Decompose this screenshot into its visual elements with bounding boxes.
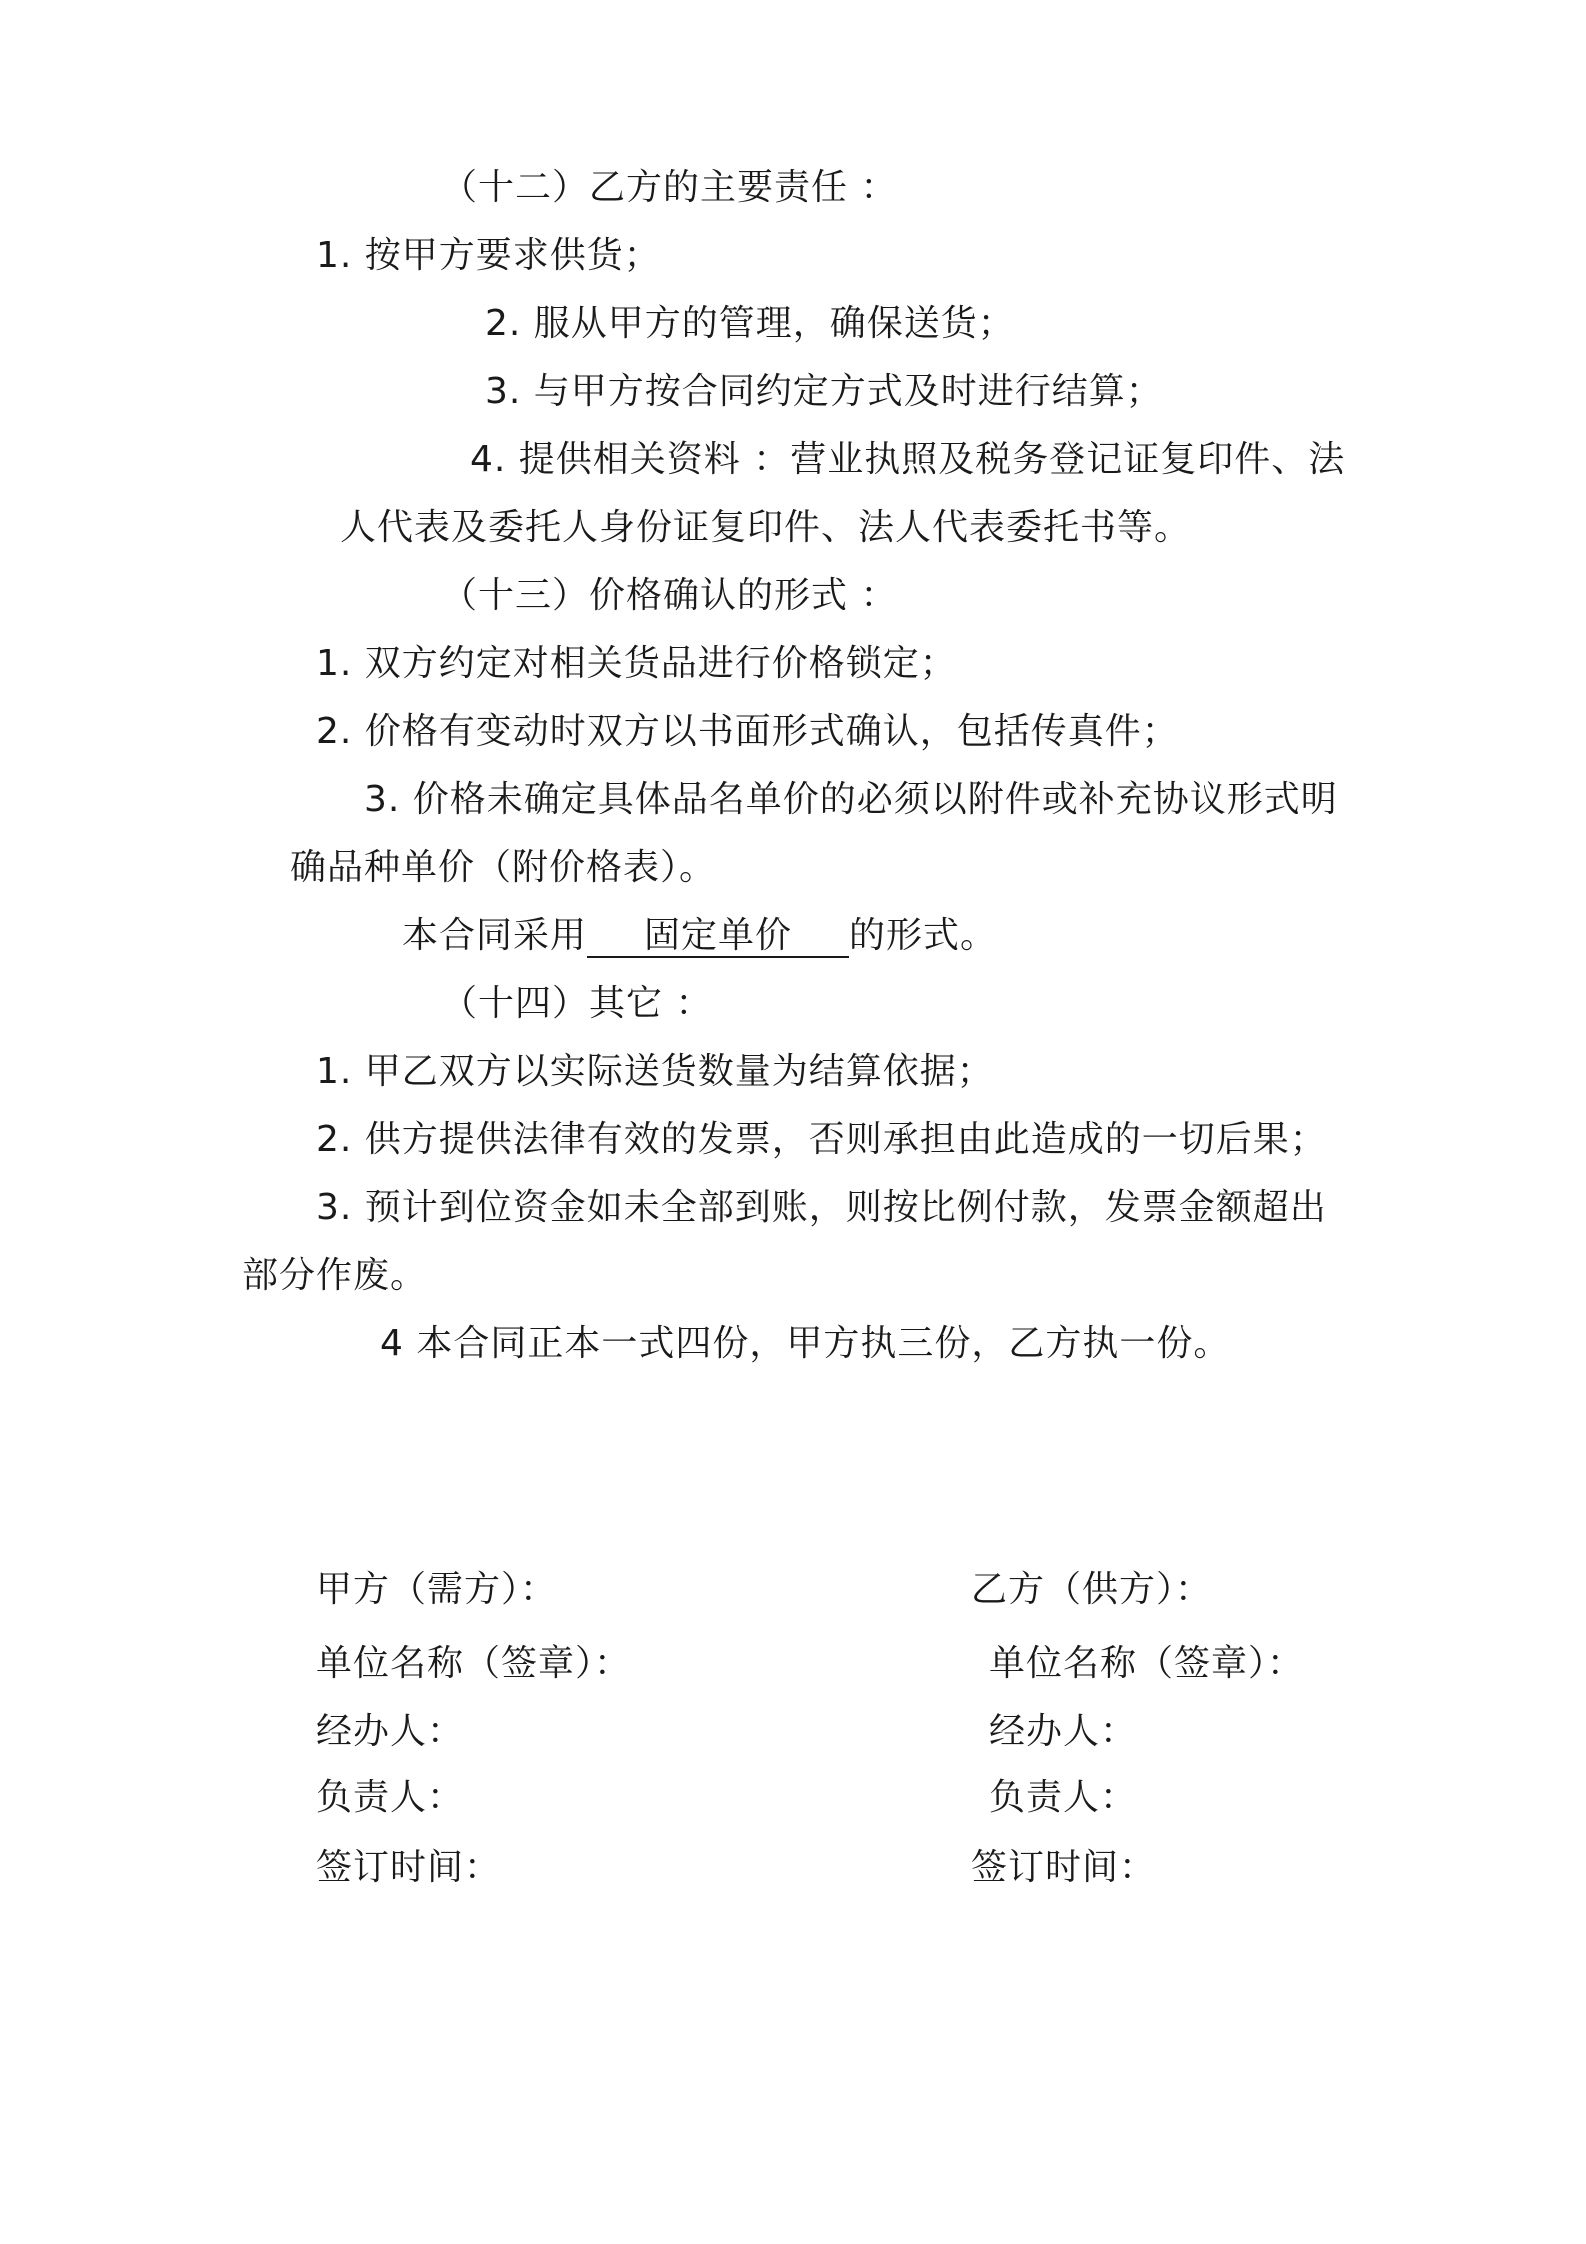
section-14-item-2: 2. 供方提供法律有效的发票，否则承担由此造成的一切后果； [316, 1119, 1327, 1160]
section-12-heading: （十二）乙方的主要责任 ： [441, 167, 898, 208]
party-b-date: 签订时间： [971, 1847, 1157, 1888]
section-12-item-1: 1. 按甲方要求供货； [316, 235, 661, 276]
section-13-item-3: 3. 价格未确定具体品名单价的必须以附件或补充协议形式明 [364, 779, 1338, 820]
party-b-principal: 负责人： [989, 1777, 1138, 1818]
section-12-item-4: 4. 提供相关资料 ：营业执照及税务登记证复印件、法 [470, 439, 1346, 480]
section-12-item-4-cont: 人代表及委托人身份证复印件、法人代表委托书等。 [340, 507, 1192, 548]
section-14-heading: （十四）其它 ： [441, 983, 713, 1024]
section-12-item-3: 3. 与甲方按合同约定方式及时进行结算； [485, 371, 1163, 412]
section-13-heading: （十三）价格确认的形式 ： [441, 575, 898, 616]
price-form-value: 固定单价 [587, 916, 849, 958]
section-12-item-2: 2. 服从甲方的管理，确保送货； [485, 303, 1015, 344]
party-a-unit: 单位名称（签章）： [316, 1643, 632, 1684]
section-14-item-3-cont: 部分作废。 [242, 1255, 428, 1296]
section-13-item-3-cont: 确品种单价（附价格表）。 [290, 847, 717, 888]
price-form-line [402, 914, 997, 958]
party-b-unit: 单位名称（签章）： [989, 1643, 1305, 1684]
section-14-item-3: 3. 预计到位资金如未全部到账，则按比例付款，发票金额超出 [316, 1187, 1327, 1228]
party-b-title: 乙方（供方）： [971, 1569, 1213, 1610]
price-form-prefix: 本合同采用 [402, 915, 588, 956]
party-b-handler: 经办人： [989, 1711, 1138, 1752]
party-a-handler: 经办人： [316, 1711, 465, 1752]
price-form-suffix: 的形式。 [849, 915, 998, 956]
section-13-item-1: 1. 双方约定对相关货品进行价格锁定； [316, 643, 957, 684]
party-a-title: 甲方（需方）： [316, 1569, 558, 1610]
section-13-item-2: 2. 价格有变动时双方以书面形式确认，包括传真件； [316, 711, 1179, 752]
section-14-item-1: 1. 甲乙双方以实际送货数量为结算依据； [316, 1051, 994, 1092]
party-a-principal: 负责人： [316, 1777, 465, 1818]
party-a-date: 签订时间： [316, 1847, 502, 1888]
section-14-item-4: 4 本合同正本一式四份，甲方执三份，乙方执一份。 [380, 1323, 1231, 1364]
